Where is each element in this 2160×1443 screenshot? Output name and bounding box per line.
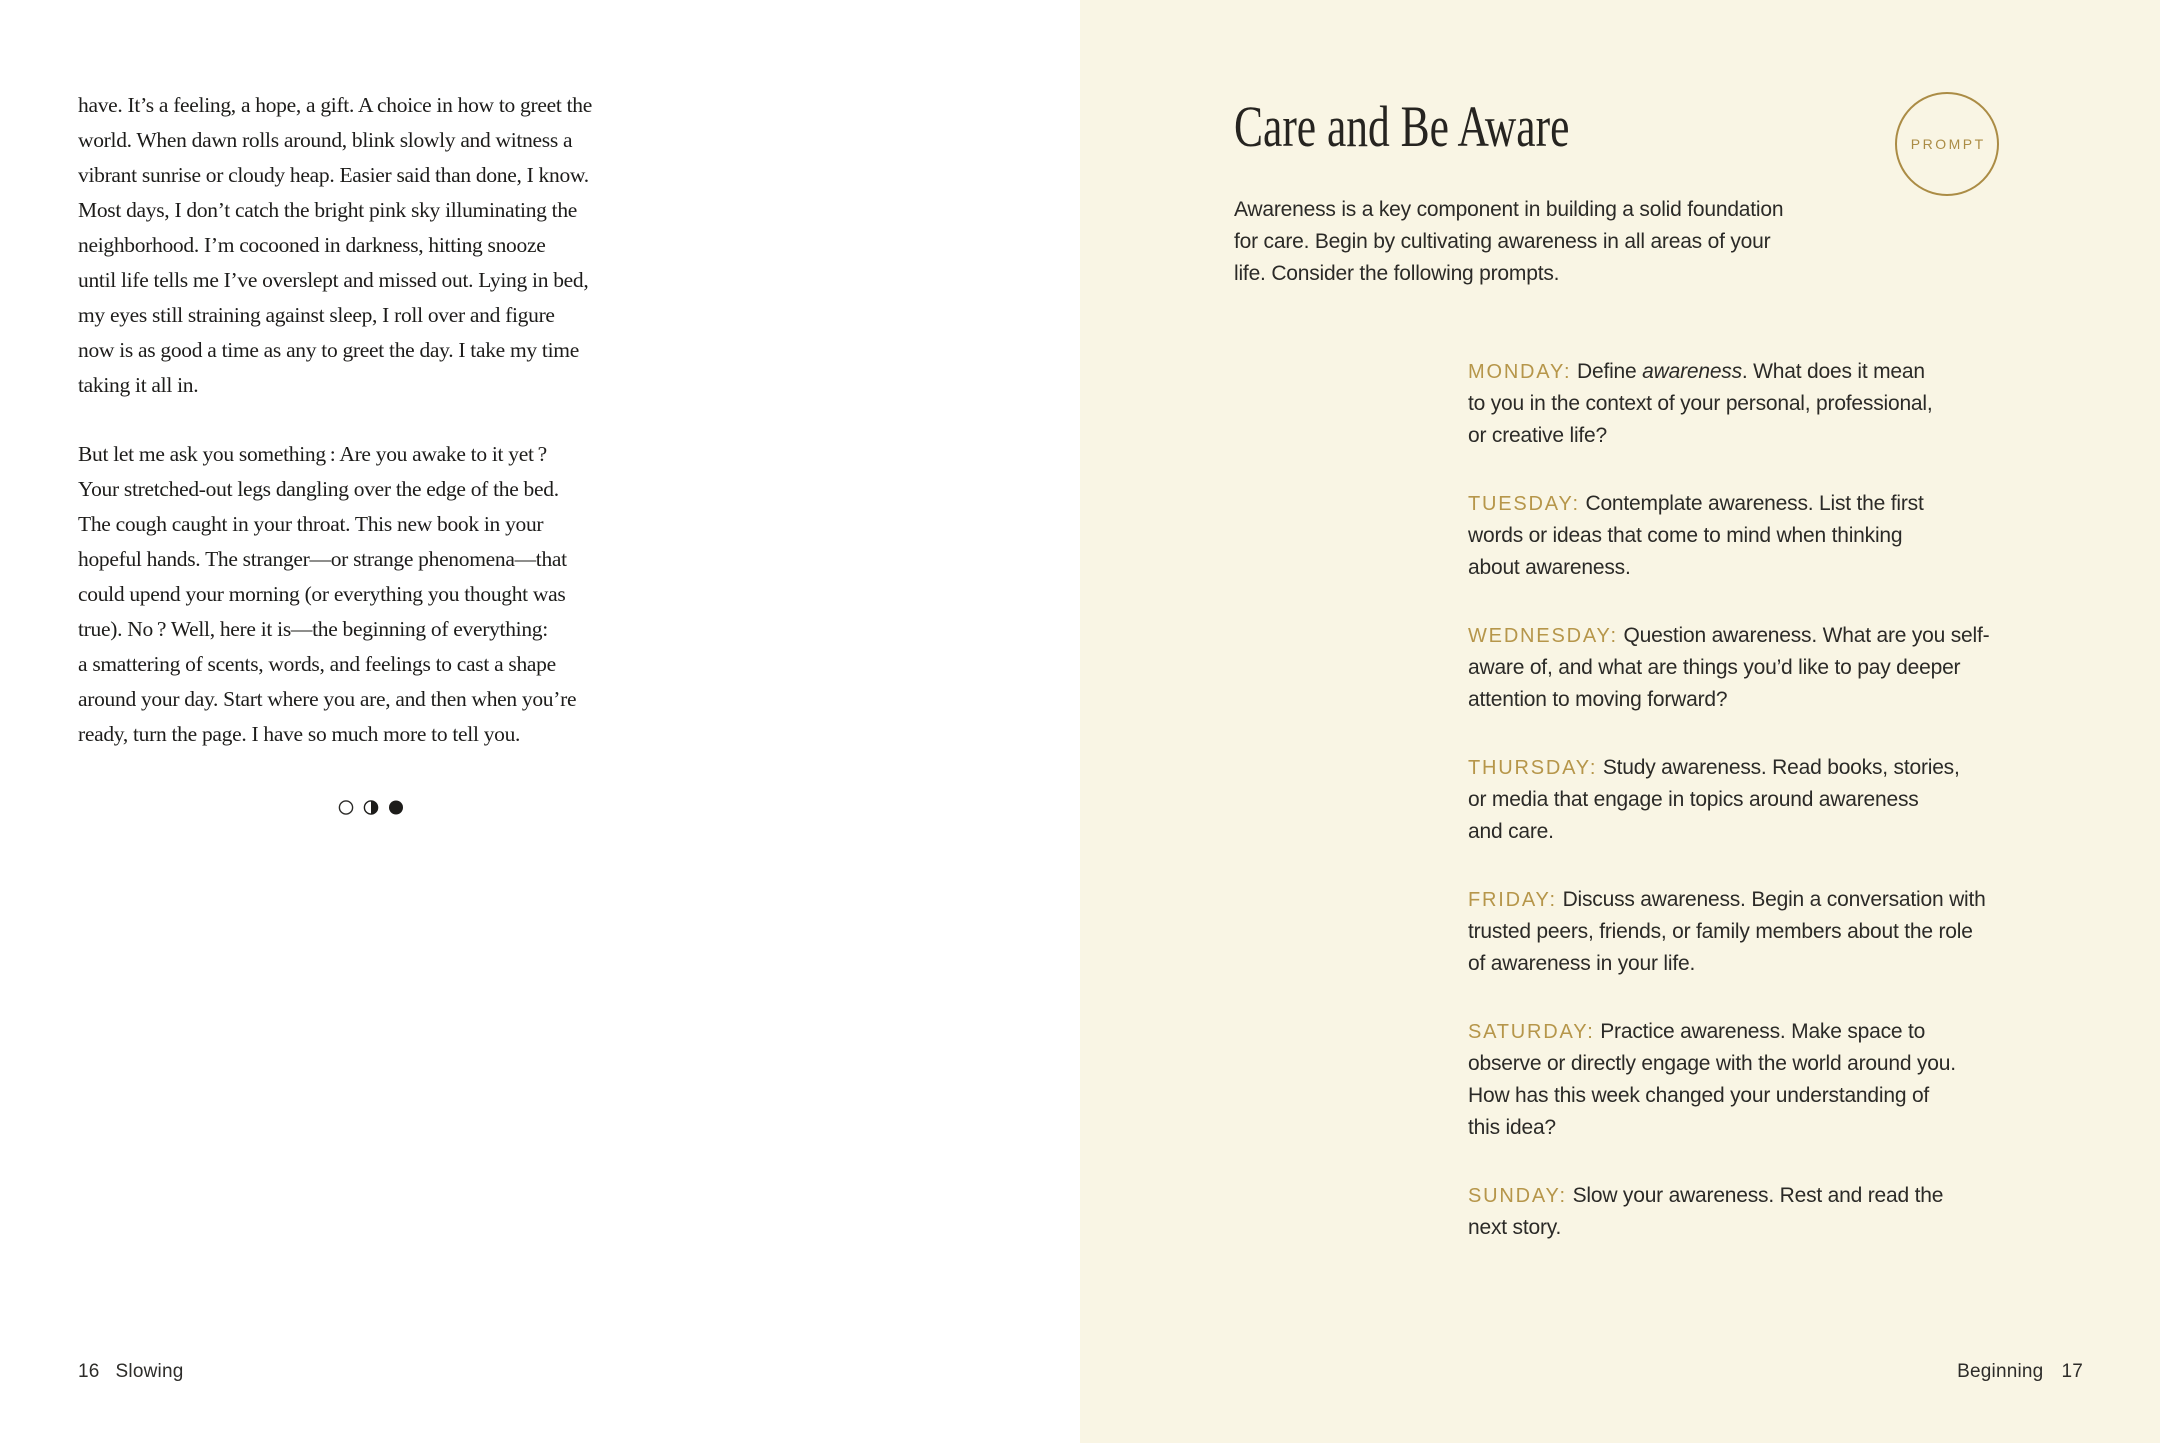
page-number: 17 [2061,1361,2083,1382]
day-label: THURSDAY: [1468,757,1598,779]
right-page-footer [1957,1361,2083,1383]
prompt-entry: WEDNESDAY: Question awareness. What are you self- aware of, and what are things you’d like to pay deeper attention to moving forward? [1468,624,1990,711]
prompt-badge [1895,92,1999,196]
prompt-entry: THURSDAY: Study awareness. Read books, stories, or media that engage in topics around awareness and care. [1468,756,1960,843]
section-name: Slowing [115,1361,184,1382]
moon-phase-divider-icon [337,799,407,816]
right-page [1080,0,2160,1443]
day-label: TUESDAY: [1468,493,1580,515]
story-paragraph: But let me ask you something : Are you awake to it yet ? Your stretched-out legs dangling over the edge of the bed. The cough caught in your throat. This new book in your hopeful hands. The stranger—or strange phenomena—that could upend your morning (or everything you thought was true). No ? Well, here it is—the beginning of everything: a smattering of scents, words, and feelings to cast a shape around your day. Start where you are, and then when you’re ready, turn the page. I have so much more to tell you. [78,442,577,746]
prompt-entry: MONDAY: Define awareness. What does it mean to you in the context of your personal, professional, or creative life? [1468,360,1933,447]
left-page-footer [78,1361,183,1383]
story-paragraph: have. It’s a feeling, a hope, a gift. A choice in how to greet the world. When dawn rolls around, blink slowly and witness a vibrant sunrise or cloudy heap. Easier said than done, I know. Most days, I don’t catch the bright pink sky illuminating the neighborhood. I’m cocooned in darkness, hitting snooze until life tells me I’ve overslept and missed out. Lying in bed, my eyes still straining against sleep, I roll over and figure now is as good a time as any to greet the day. I take my time taking it all in. [78,93,592,397]
prompt-entry: TUESDAY: Contemplate awareness. List the first words or ideas that come to mind when thinking about awareness. [1468,492,1924,579]
page-number: 16 [78,1361,100,1382]
section-name: Beginning [1957,1361,2044,1382]
prompt-entry: SATURDAY: Practice awareness. Make space to observe or directly engage with the world around you. How has this week changed your understanding of this idea? [1468,1020,1956,1139]
day-label: FRIDAY: [1468,889,1557,911]
story-text [78,88,592,752]
day-label: SUNDAY: [1468,1185,1567,1207]
page-title: Care and Be Aware [1234,94,1570,159]
day-label: MONDAY: [1468,361,1572,383]
prompt-entry: SUNDAY: Slow your awareness. Rest and read the next story. [1468,1184,1944,1239]
prompt-entry: FRIDAY: Discuss awareness. Begin a conversation with trusted peers, friends, or family members about the role of awareness in your life. [1468,888,1986,975]
day-label: WEDNESDAY: [1468,625,1618,647]
intro-text: Awareness is a key component in building a solid foundation for care. Begin by cultivating awareness in all areas of your life. Consider the following prompts. [1234,198,1784,285]
day-label: SATURDAY: [1468,1021,1595,1043]
prompt-badge-label: PROMPT [1910,136,1986,152]
prompts-list [1468,356,1989,1244]
